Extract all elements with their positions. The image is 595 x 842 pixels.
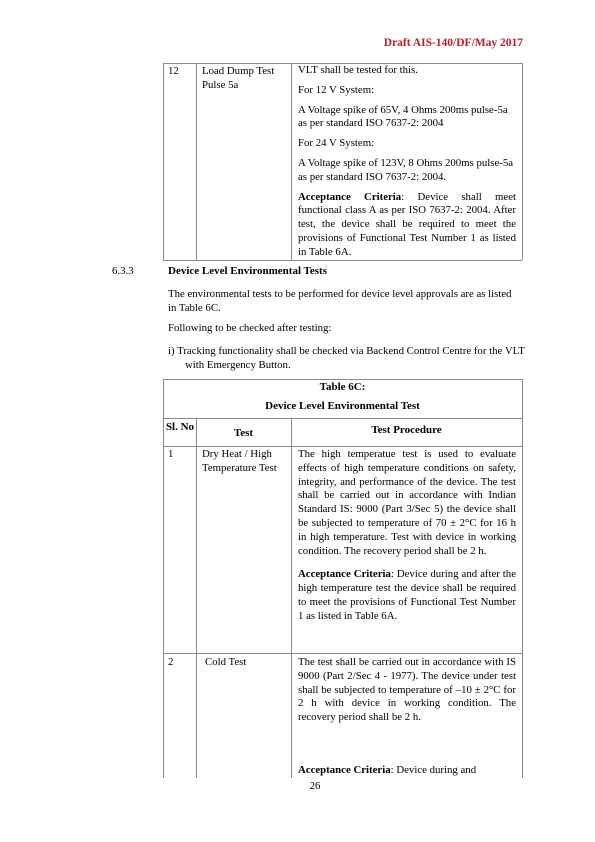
table-row-procedure	[298, 448, 516, 624]
page-number: 26	[309, 780, 321, 792]
acceptance-text: : Device during and after the high temperature test the device shall be required to meet the provisions of Functional Test Number 1 as listed in Table 6A.	[298, 568, 516, 622]
acceptance-criteria	[298, 191, 516, 260]
table6c-caption-divider	[163, 418, 522, 419]
acceptance-criteria	[298, 764, 516, 778]
acceptance-text: : Device shall meet functional class A as per ISO 7637-2: 2004. After test, the device shall be required to meet the provisions of Functional Test Number 1 as listed in Table 6A.	[298, 190, 516, 258]
row-procedure	[298, 64, 516, 260]
table6c-border-top	[163, 379, 522, 380]
column-header-test: Test	[233, 427, 254, 439]
table-caption-title: Device Level Environmental Test	[265, 400, 420, 412]
section-paragraph: Following to be checked after testing:	[168, 322, 332, 334]
acceptance-label: Acceptance Criteria	[298, 568, 391, 581]
column-header-procedure: Test Procedure	[371, 424, 442, 436]
section-number: 6.3.3	[112, 265, 134, 277]
row-test-name: Load Dump Test Pulse 5a	[202, 65, 275, 91]
table6c-header-divider	[163, 446, 522, 447]
top-table-divider-2	[291, 63, 292, 260]
top-table-border-left	[163, 63, 164, 260]
column-header-sl-no: Sl. No	[165, 421, 195, 433]
top-table-divider-1	[196, 63, 197, 260]
procedure-text: The high temperatue test is used to evaluate effects of high temperature conditions on safety, integrity, and performance of the device. The test shall be carried out in accordance with Indian Standard IS: 9000 (Part 3/Sec 5) the device shall be subjected to temperature of 70 ± 2°C for 16 h in high temperature. Test with device in working condition. The recovery period shall be 2 h.	[298, 448, 516, 557]
section-paragraph: The environmental tests to be performed for device level approvals are as listed in Table 6C.	[168, 288, 512, 314]
table-row-test: Cold Test	[205, 656, 247, 668]
table6c-divider-2	[291, 418, 292, 778]
acceptance-label: Acceptance Criteria	[298, 764, 391, 776]
table6c-divider-1	[196, 418, 197, 778]
procedure-line: For 24 V System:	[298, 137, 375, 150]
table-row-number: 1	[168, 448, 174, 460]
procedure-line: VLT shall be tested for this.	[298, 64, 418, 76]
table6c-border-right	[522, 379, 523, 778]
row-number: 12	[168, 65, 179, 77]
acceptance-criteria	[298, 568, 516, 623]
table-caption-label: Table 6C:	[319, 381, 366, 393]
procedure-line: A Voltage spike of 65V, 4 Ohms 200ms pulse-5a as per standard ISO 7637-2: 2004	[298, 103, 508, 130]
table-row-procedure: The test shall be carried out in accordance with IS 9000 (Part 2/Sec 4 - 1977). The device under test shall be subjected to temperature of –10 ± 2°C for 2 h with device in working condition. The recovery period shall be 2 h.	[298, 656, 516, 724]
procedure-line: For 12 V System:	[298, 83, 375, 96]
top-table-border-bottom	[163, 260, 522, 261]
acceptance-label: Acceptance Criteria	[298, 190, 402, 203]
acceptance-text: : Device during and	[390, 764, 477, 776]
section-title: Device Level Environmental Tests	[168, 265, 327, 277]
table6c-border-left	[163, 379, 164, 778]
top-table-border-right	[522, 63, 523, 260]
document-header: Draft AIS-140/DF/May 2017	[383, 37, 523, 49]
section-list-item: i) Tracking functionality shall be checked via Backend Control Centre for the VLT with Emergency Button.	[168, 345, 525, 371]
procedure-line: A Voltage spike of 123V, 8 Ohms 200ms pulse-5a as per standard ISO 7637-2: 2004.	[298, 156, 514, 183]
table6c-row-divider	[163, 653, 522, 654]
table-row-number: 2	[168, 656, 174, 668]
table-row-test: Dry Heat / High Temperature Test	[202, 448, 277, 474]
